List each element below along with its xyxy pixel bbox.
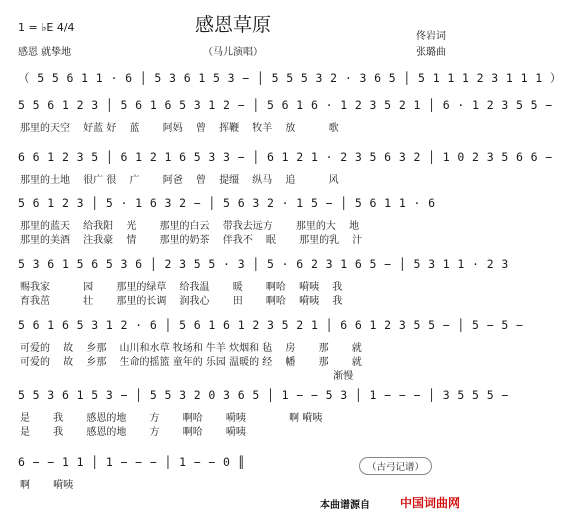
- lyric-line-6-1: 可爱的 故 乡那 山川和水草 牧场和 牛羊 炊烟和 毡 房 那 就: [20, 343, 362, 354]
- transcriber-note: （古弓记谱）: [359, 457, 432, 475]
- melody-line-2: 5 5 6 1 2 3 │ 5 6 1 6 5 3 1 2 − │ 5 6 1 6 · 1 2 3 5 2 1 │ 6 · 1 2 3 5 5 −: [18, 98, 553, 112]
- melody-line-5: 5 3 6 1 5 6 5 3 6 │ 2 3 5 5 · 3 │ 5 · 6 2 3 1 6 5 − │ 5 3 1 1 · 2 3: [18, 257, 509, 271]
- melody-line-3: 6 6 1 2 3 5 │ 6 1 2 1 6 5 3 3 − │ 6 1 2 1 · 2 3 5 6 3 2 │ 1 0 2 3 5 6 6 −: [18, 150, 553, 164]
- lyricist: 佟岩词: [416, 31, 446, 42]
- melody-line-1: （ 5 5 6 1 1 · 6 │ 5 3 6 1 5 3 − │ 5 5 5 3 2 · 3 6 5 │ 5 1 1 1 2 3 1 1 1 ）: [18, 71, 562, 85]
- lyric-line-8-1: 啊 嗬咦: [20, 480, 74, 491]
- lyric-line-6-2: 可爱的 故 乡那 生命的摇篮 童年的 乐园 温暖的 经 幡 那 就: [20, 357, 362, 368]
- source-label: 本曲谱源自: [320, 500, 370, 511]
- dedication: 感恩 就挚地: [18, 47, 72, 58]
- lyric-line-7-1: 是 我 感恩的地 方 啊哈 嗬咦 啊 嗬咦: [20, 413, 323, 424]
- composer: 张璐曲: [416, 47, 446, 58]
- melody-line-6: 5 6 1 6 5 3 1 2 · 6 │ 5 6 1 6 1 2 3 5 2 1 │ 6 6 1 2 3 5 5 − │ 5 − 5 −: [18, 318, 524, 332]
- key-signature: 1 = ♭E 4/4: [18, 21, 75, 34]
- lyric-line-7-2: 是 我 感恩的地 方 啊哈 嗬咦: [20, 427, 246, 438]
- lyric-line-2-1: 那里的天空 好蓝 好 蓝 阿妈 曾 挥鞭 牧羊 放 歌: [20, 123, 339, 134]
- melody-line-8: 6 − − 1 1 │ 1 − − − │ 1 − − 0 ║: [18, 455, 246, 469]
- melody-line-4: 5 6 1 2 3 │ 5 · 1 6 3 2 − │ 5 6 3 2 · 1 5 − │ 5 6 1 1 · 6: [18, 196, 436, 210]
- singer: （马儿演唱）: [203, 47, 263, 58]
- song-title: 感恩草原: [194, 14, 271, 36]
- source-site: 中国词曲网: [399, 496, 460, 510]
- lyric-line-4-1: 那里的蓝天 给我阳 光 那里的白云 带我去远方 那里的大 地: [20, 221, 360, 232]
- lyric-line-4-2: 那里的美酒 注我豪 情 那里的奶茶 伴我不 眠 那里的乳 汁: [20, 235, 363, 246]
- lyric-line-6-3: 渐慢: [20, 371, 354, 382]
- lyric-line-5-2: 育我茁 壮 那里的长调 润我心 田 啊哈 嗬咦 我: [20, 296, 343, 307]
- lyric-line-3-1: 那里的土地 很广 很 广 阿爸 曾 提缰 纵马 追 风: [20, 175, 339, 186]
- lyric-line-5-1: 赐我家 园 那里的绿草 给我温 暖 啊哈 嗬咦 我: [20, 282, 343, 293]
- melody-line-7: 5 5 3 6 1 5 3 − │ 5 5 3 2 0 3 6 5 │ 1 − − 5 3 │ 1 − − − │ 3 5 5 5 −: [18, 388, 509, 402]
